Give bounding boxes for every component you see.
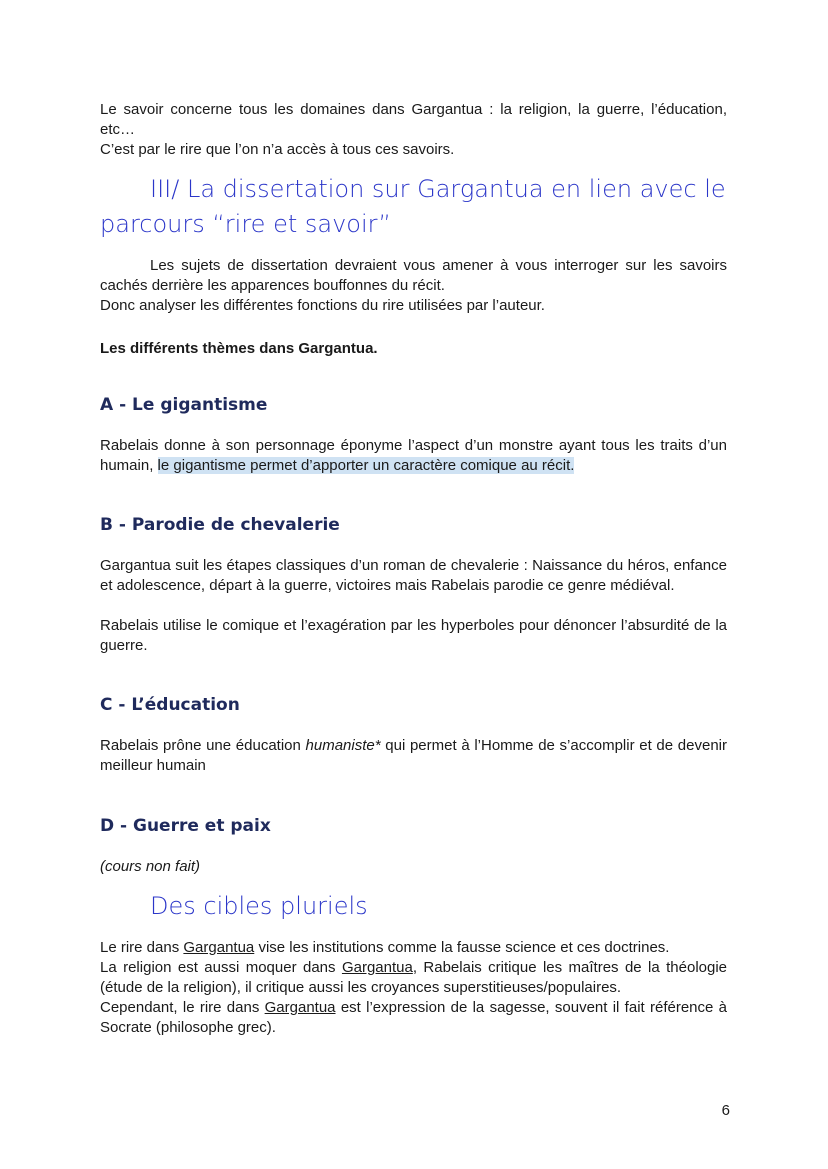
cibles-line-3-before: Cependant, le rire dans [100, 999, 260, 1016]
cibles-line-3-after: est l’expression de la sagesse, souvent il fait référence à Socrate (philosophe grec). [100, 999, 727, 1036]
gargantua-title-1: Gargantua [183, 939, 255, 956]
section-title-line-2: parcours “rire et savoir” [100, 210, 391, 238]
gargantua-title-2: Gargantua [341, 959, 413, 976]
theme-c-heading: C - L’éducation [100, 695, 240, 715]
humaniste-term: humaniste* [305, 737, 381, 754]
cibles-line-2-after: , Rabelais critique les maîtres de la théologie (étude de la religion), il critique aussi les croyances superstitieuses/populaires. [100, 959, 728, 996]
theme-a-highlight: le gigantisme permet d’apporter un caractère comique au récit. [157, 457, 575, 474]
theme-a-text [100, 436, 727, 476]
theme-b-heading: B - Parodie de chevalerie [100, 515, 340, 535]
theme-b-paragraph-1: Gargantua suit les étapes classiques d’un roman de chevalerie : Naissance du héros, enfance et adolescence, départ à la guerre, victoires mais Rabelais parodie ce genre médiéval. [100, 557, 727, 594]
cibles-line-1-before: Le rire dans [100, 939, 180, 956]
page-number: 6 [721, 1102, 730, 1119]
theme-c-text [100, 736, 727, 776]
theme-a-heading: A - Le gigantisme [100, 395, 268, 415]
intro-line-1: Le savoir concerne tous les domaines dans Gargantua : la religion, la guerre, l’éducation, etc… [100, 101, 727, 138]
dissertation-paragraph: Les sujets de dissertation devraient vous amener à vous interroger sur les savoirs cachés derrière les apparences bouffonnes du récit. [100, 257, 727, 294]
intro-line-2: C’est par le rire que l’on n’a accès à tous ces savoirs. [100, 141, 455, 158]
theme-c-text-before: Rabelais prône une éducation [100, 737, 301, 754]
theme-d-note: (cours non fait) [100, 858, 201, 875]
themes-heading: Les différents thèmes dans Gargantua. [100, 340, 378, 357]
theme-b-paragraph-2: Rabelais utilise le comique et l’exagération par les hyperboles pour dénoncer l’absurdité de la guerre. [100, 617, 727, 654]
cibles-line-3 [100, 998, 727, 1038]
gargantua-title-3: Gargantua [264, 999, 336, 1016]
theme-d-heading: D - Guerre et paix [100, 816, 271, 836]
cibles-line-1-after: vise les institutions comme la fausse science et ces doctrines. [258, 939, 670, 956]
cibles-line-1 [100, 938, 727, 958]
theme-c-text-after: qui permet à l’Homme de s’accomplir et de devenir meilleur humain [100, 737, 727, 774]
cibles-line-2-before: La religion est aussi moquer dans [100, 959, 336, 976]
theme-a-text-plain: Rabelais donne à son personnage éponyme l’aspect d’un monstre ayant tous les traits d’un humain, [100, 437, 727, 474]
dissertation-paragraph-2: Donc analyser les différentes fonctions du rire utilisées par l’auteur. [100, 297, 545, 314]
cibles-heading: Des cibles pluriels [150, 892, 368, 920]
section-title-line-1: III/ La dissertation sur Gargantua en lien avec le [150, 175, 726, 203]
cibles-line-2 [100, 958, 727, 998]
